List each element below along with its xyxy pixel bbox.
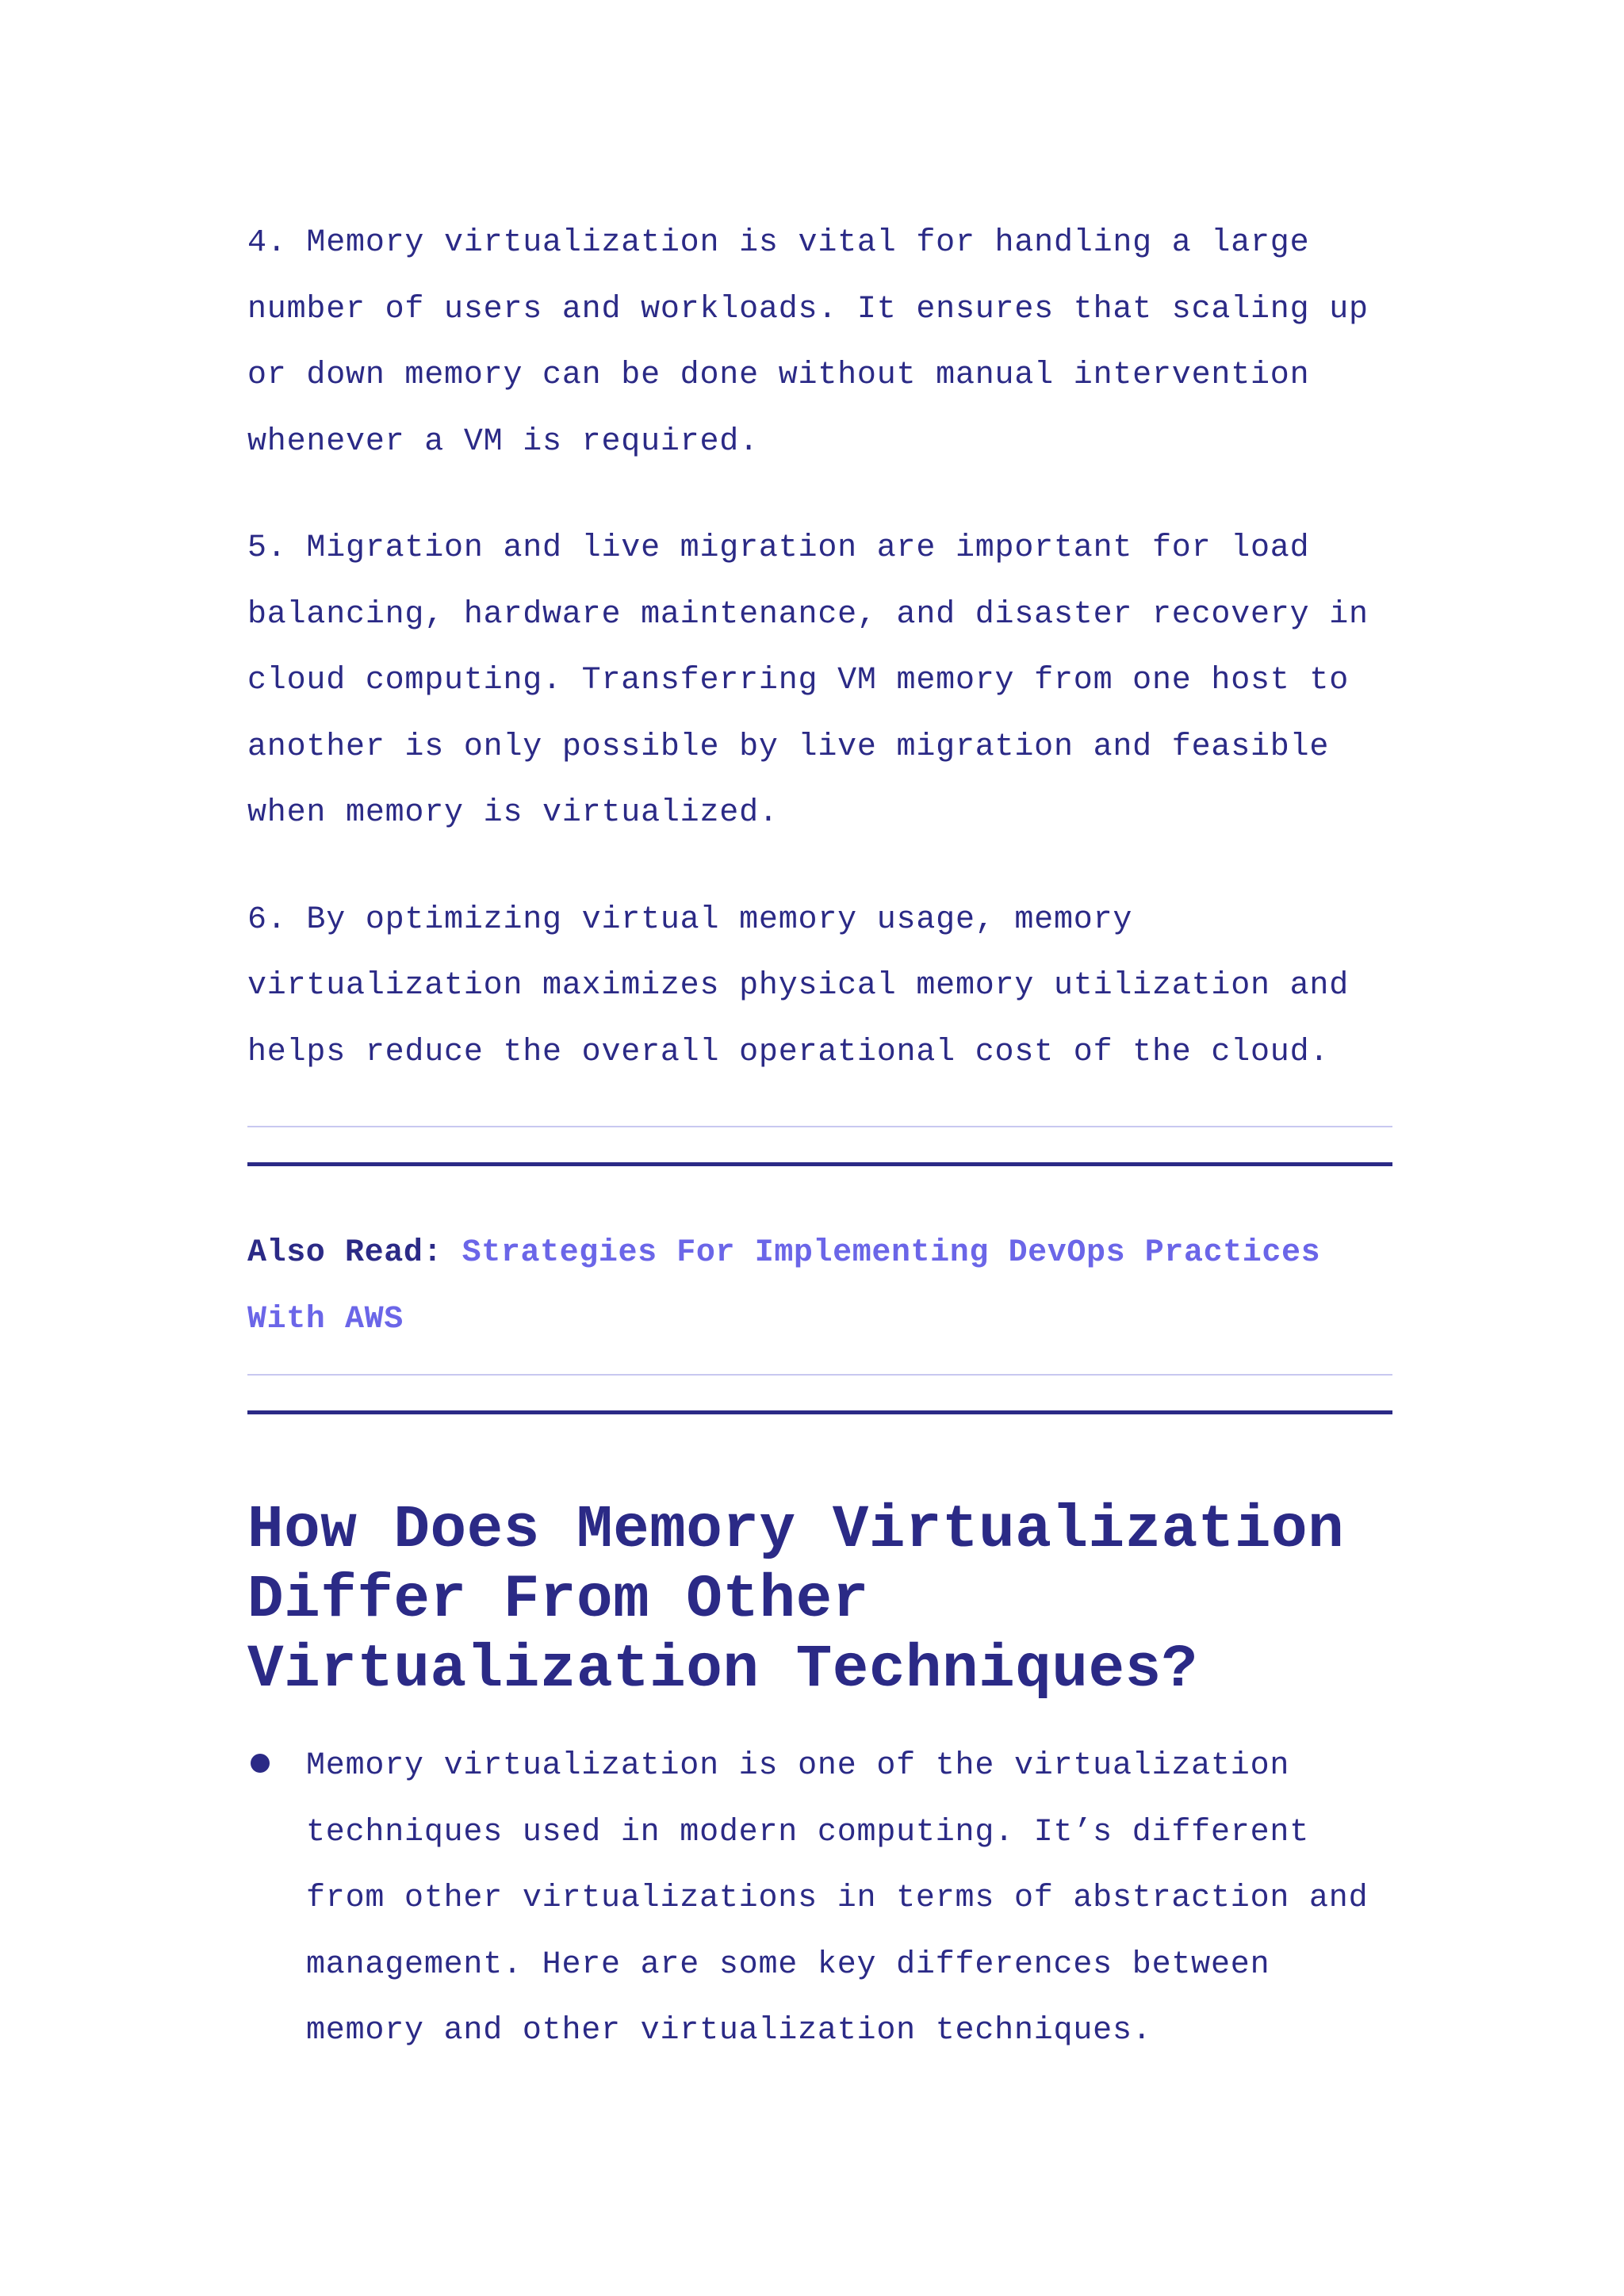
divider-thick-top <box>247 1162 1392 1166</box>
paragraph-item-5: 5. Migration and live migration are important for load balancing, hardware maintenance, and disaster recovery in cloud computing. Transferring VM memory from one host to another is only possible by live migration and feasible when memory is virtualized. <box>247 530 1369 831</box>
bullet-dot-icon <box>251 1754 270 1773</box>
section-heading: How Does Memory Virtualization Differ From Other Virtualization Techniques? <box>247 1496 1345 1704</box>
divider-thick-bottom <box>247 1410 1392 1414</box>
also-read-label: Also Read: <box>247 1235 443 1271</box>
also-read-link[interactable]: Strategies For Implementing DevOps Practices With AWS <box>247 1235 1321 1337</box>
bullet-list <box>247 1733 1397 2064</box>
also-read-callout <box>247 1220 1397 1353</box>
list-item <box>247 1733 1397 2064</box>
paragraph-item-4: 4. Memory virtualization is vital for handling a large number of users and workloads. It ensures that scaling up or down memory can be done without manual intervention whenever a VM is required. <box>247 225 1369 460</box>
divider-thin-top <box>247 1126 1392 1127</box>
paragraph-item-6: 6. By optimizing virtual memory usage, memory virtualization maximizes physical memory utilization and helps reduce the overall operational cost of the cloud. <box>247 901 1350 1070</box>
article-content <box>247 210 1397 2064</box>
list-item-text: Memory virtualization is one of the virtualization techniques used in modern computing. It’s different from other virtualizations in terms of abstraction and management. Here are some key differences between memory and other virtualization techniques. <box>306 1748 1369 2049</box>
divider-thin-bottom <box>247 1374 1392 1376</box>
